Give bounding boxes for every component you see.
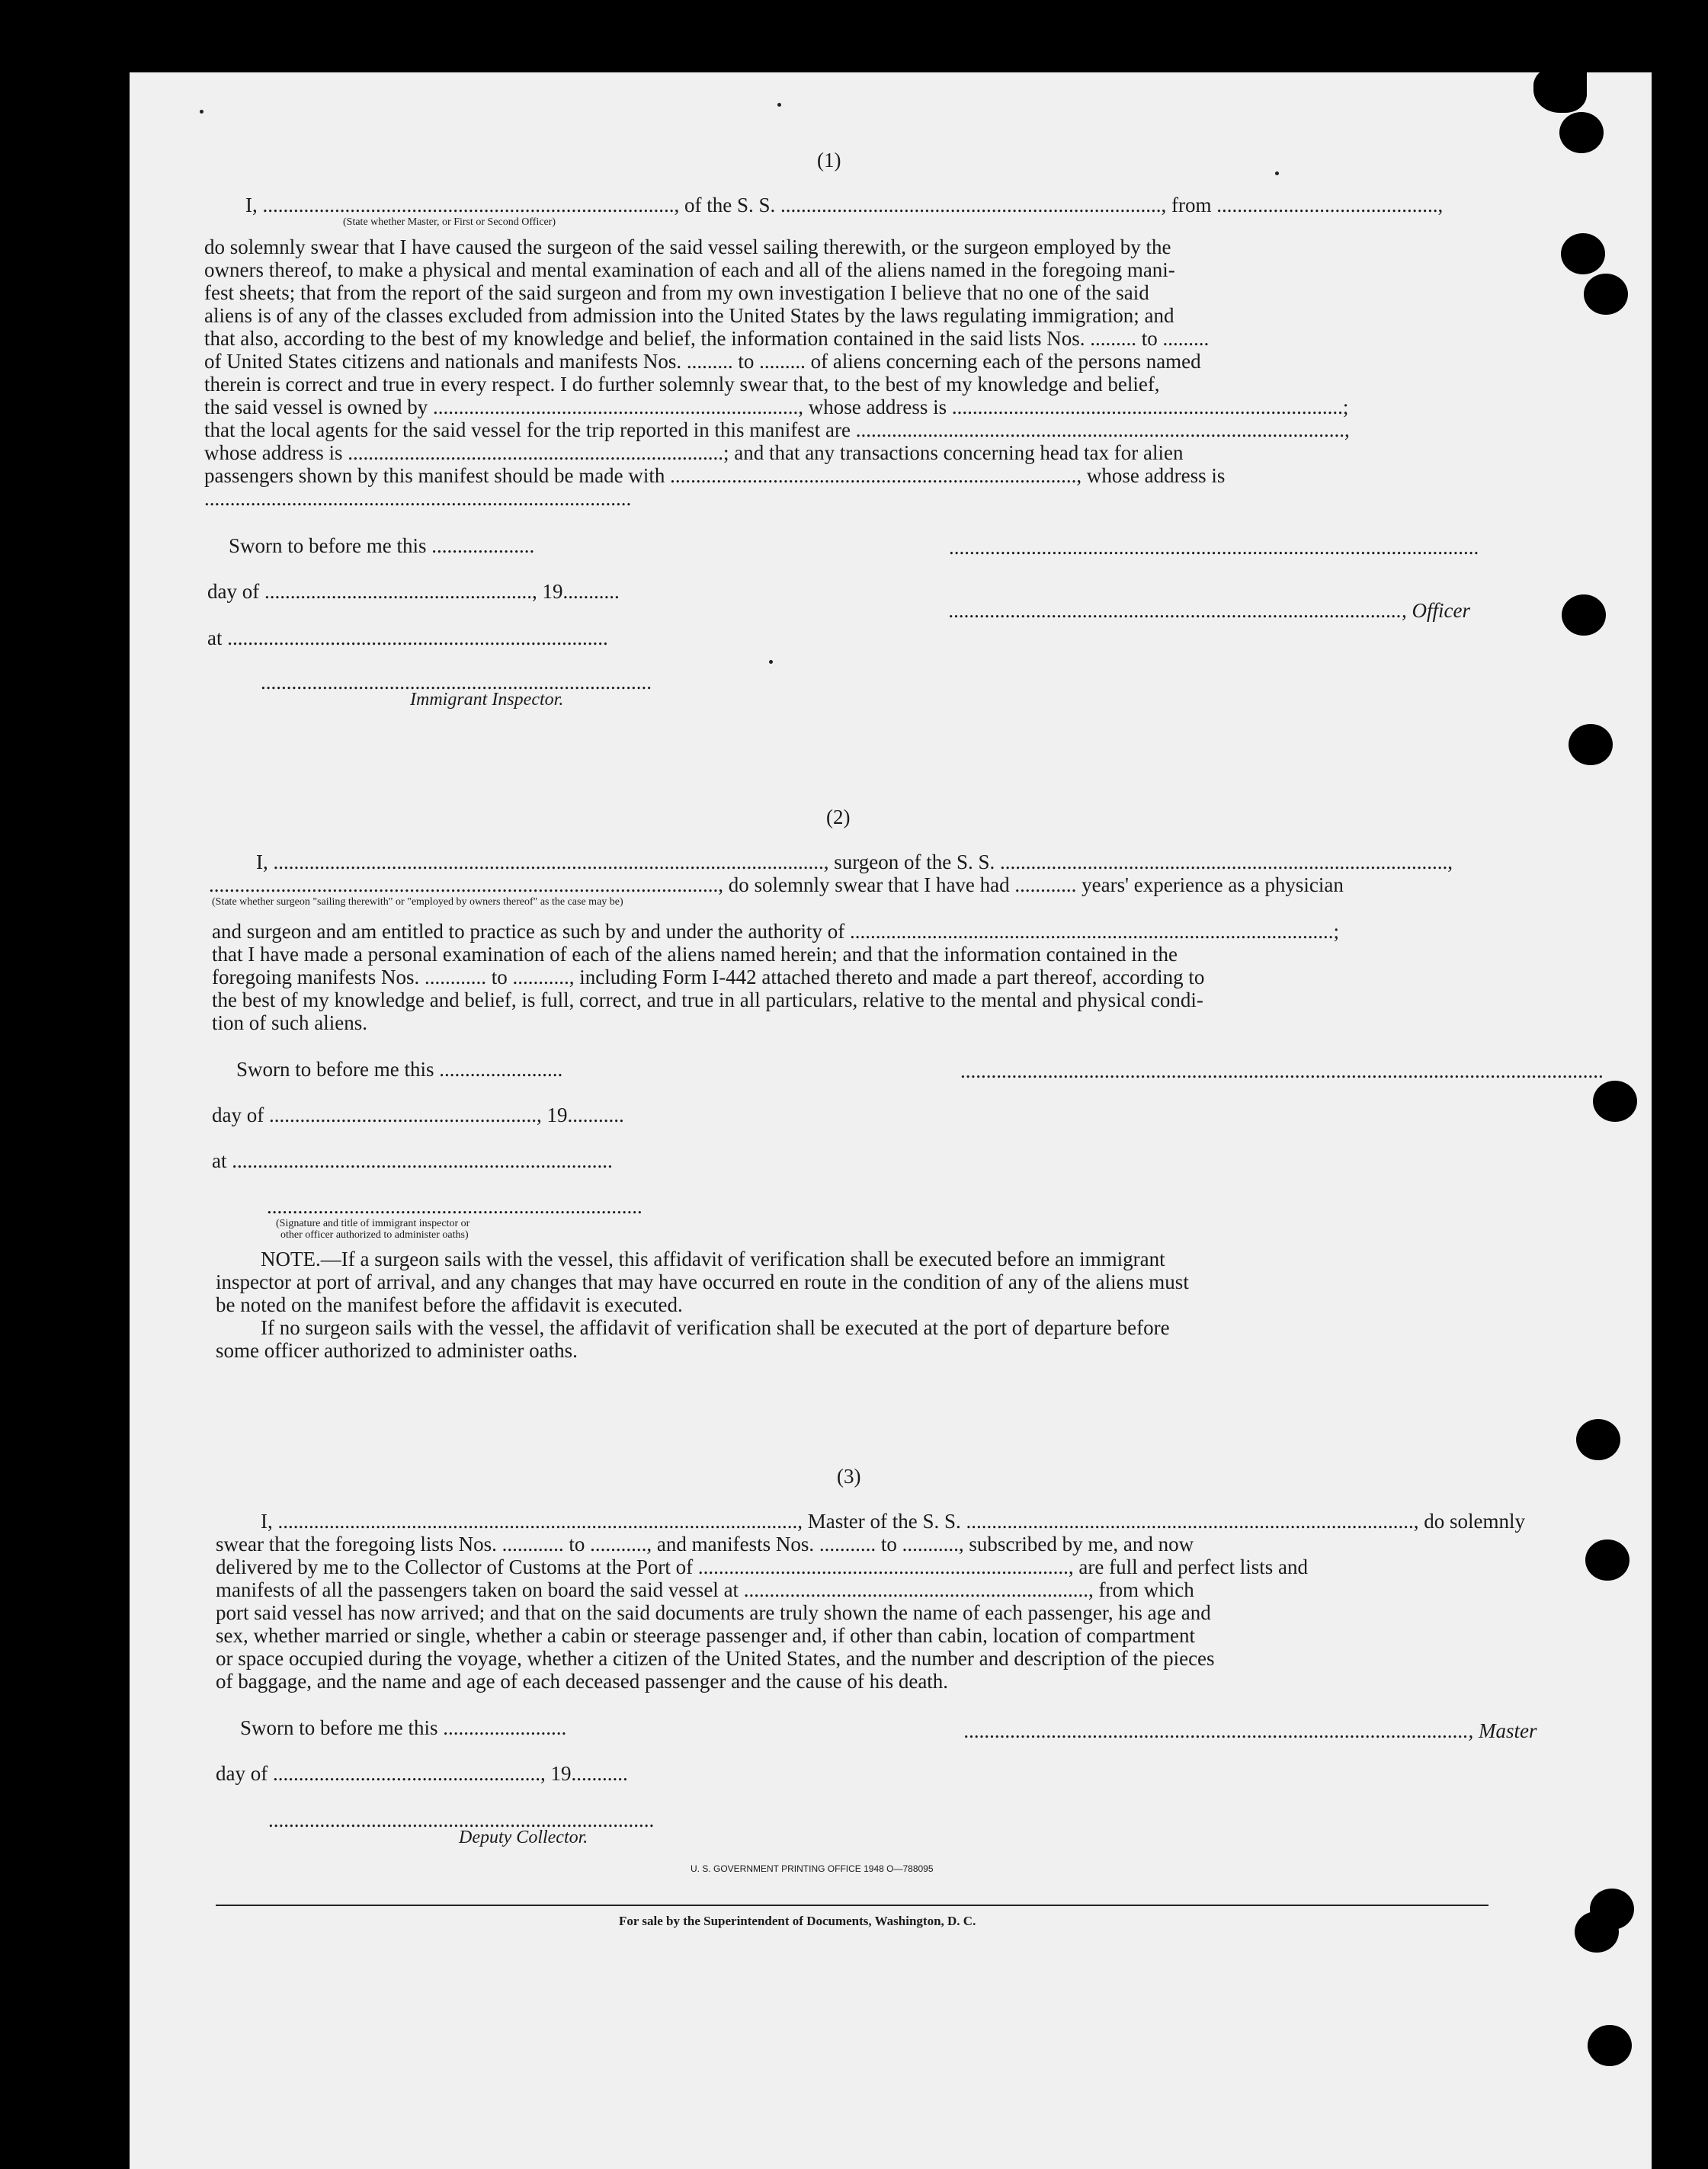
- s2-line-2: ..................................................................................................., do solemnly swear that I have had ............ years' experience as a physician: [209, 873, 1344, 896]
- s2-line-7: tion of such aliens.: [212, 1011, 367, 1034]
- s3-signature-line: ...........................................................................: [268, 1809, 655, 1831]
- section-2-number: (2): [826, 806, 851, 828]
- s2-note-1: NOTE.—If a surgeon sails with the vessel, this affidavit of verification shall be executed before an immigrant: [261, 1248, 1165, 1270]
- s3-line-7: or space occupied during the voyage, whether a citizen of the United States, and the number and description of the pieces: [216, 1647, 1215, 1670]
- speck: [769, 660, 773, 664]
- footer-rule: [216, 1905, 1488, 1906]
- s1-line-1: I, ................................................................................, of the S. S. .........................................................................., from ...........................................,: [245, 194, 1444, 216]
- s2-day: day of ...................................................., 19...........: [212, 1104, 624, 1126]
- punch-hole: [1575, 1911, 1619, 1953]
- s1-line-4: fest sheets; that from the report of the said surgeon and from my own investigation I believe that no one of the said: [204, 281, 1149, 304]
- punch-hole: [1561, 233, 1605, 274]
- punch-hole: [1569, 724, 1613, 765]
- s2-line-1: I, ..........................................................................................................., surgeon of the S. S. .......................................................................................,: [256, 851, 1453, 873]
- s2-line-4: that I have made a personal examination of each of the aliens named herein; and that the information contained in the: [212, 943, 1178, 966]
- s3-line-1: I, ....................................................................................................., Master of the S. S. ......................................................................................., do solemnly: [261, 1510, 1525, 1533]
- s2-at: at ..........................................................................: [212, 1149, 613, 1172]
- s2-line-2-caption: (State whether surgeon "sailing therewith" or "employed by owners thereof" as the case may be): [212, 896, 623, 908]
- s3-deputy-label: Deputy Collector.: [459, 1828, 588, 1847]
- punch-hole: [1559, 112, 1604, 153]
- torn-corner: [1533, 67, 1587, 113]
- s1-line-2: do solemnly swear that I have caused the surgeon of the said vessel sailing therewith, or the surgeon employed by the: [204, 235, 1171, 258]
- s3-master-line: .................................................................................................., Master: [964, 1719, 1537, 1742]
- s1-line-11: whose address is .........................................................................; and that any transactions concerning head tax for alien: [204, 441, 1184, 464]
- s3-line-8: of baggage, and the name and age of each deceased passenger and the cause of his death.: [216, 1670, 949, 1693]
- sale-notice: For sale by the Superintendent of Documents, Washington, D. C.: [619, 1914, 976, 1928]
- speck: [200, 110, 203, 114]
- speck: [777, 103, 781, 107]
- s1-line-7: of United States citizens and nationals and manifests Nos. ......... to ......... of aliens concerning each of the persons named: [204, 350, 1201, 373]
- s3-line-3: delivered by me to the Collector of Customs at the Port of ........................................................................, are full and perfect lists and: [216, 1555, 1309, 1578]
- s1-line-8: therein is correct and true in every respect. I do further solemnly swear that, to the best of my knowledge and belief,: [204, 373, 1160, 396]
- s1-line-5: aliens is of any of the classes excluded from admission into the United States by the laws regulating immigration; and: [204, 304, 1174, 327]
- s1-line-3: owners thereof, to make a physical and mental examination of each and all of the aliens named in the foregoing mani-: [204, 258, 1175, 281]
- s1-sworn: Sworn to before me this ....................: [229, 534, 535, 557]
- s2-line-6: the best of my knowledge and belief, is full, correct, and true in all particulars, relative to the mental and physical condi-: [212, 988, 1203, 1011]
- punch-hole: [1584, 274, 1628, 315]
- s1-line-6: that also, according to the best of my knowledge and belief, the information contained in the said lists Nos. ......... to .........: [204, 327, 1210, 350]
- s1-day: day of ...................................................., 19...........: [207, 580, 620, 603]
- s2-signature-caption-2: other officer authorized to administer oaths): [280, 1229, 469, 1241]
- punch-hole: [1562, 594, 1606, 636]
- s2-note-3: be noted on the manifest before the affidavit is executed.: [216, 1293, 683, 1316]
- s3-day: day of ...................................................., 19...........: [216, 1762, 628, 1785]
- speck: [1275, 171, 1279, 175]
- s3-line-5: port said vessel has now arrived; and that on the said documents are truly shown the name of each passenger, his age and: [216, 1601, 1211, 1624]
- s1-officer-line: ........................................................................................, Officer: [949, 599, 1470, 622]
- s3-sworn: Sworn to before me this ........................: [240, 1716, 567, 1739]
- s2-note-2: inspector at port of arrival, and any changes that may have occurred en route in the condition of any of the aliens must: [216, 1270, 1189, 1293]
- gpo-imprint: U. S. GOVERNMENT PRINTING OFFICE 1948 O—788095: [691, 1863, 934, 1874]
- punch-hole: [1593, 1081, 1637, 1122]
- s2-right-signature: .............................................................................................................................: [960, 1059, 1604, 1082]
- s3-line-6: sex, whether married or single, whether a cabin or steerage passenger and, if other than cabin, location of compartment: [216, 1624, 1196, 1647]
- s2-sworn: Sworn to before me this ........................: [236, 1058, 563, 1081]
- s3-line-4: manifests of all the passengers taken on board the said vessel at ..................................................................., from which: [216, 1578, 1194, 1601]
- s2-note-5: some officer authorized to administer oaths.: [216, 1339, 578, 1362]
- s1-line-9: the said vessel is owned by ......................................................................., whose address is ............................................................................;: [204, 396, 1349, 418]
- punch-hole: [1576, 1419, 1620, 1460]
- s3-line-2: swear that the foregoing lists Nos. ............ to ..........., and manifests Nos. ........... to ..........., subscribed by me, and now: [216, 1533, 1194, 1555]
- s1-signature-line: ............................................................................: [261, 671, 652, 694]
- s2-signature-line: .........................................................................: [267, 1195, 643, 1218]
- section-1-number: (1): [817, 149, 841, 171]
- s1-right-line: .......................................................................................................: [949, 536, 1479, 559]
- s1-at: at ..........................................................................: [207, 626, 608, 649]
- punch-hole: [1585, 1539, 1629, 1581]
- s1-line-13: ...................................................................................: [204, 487, 632, 510]
- s1-line-10: that the local agents for the said vessel for the trip reported in this manifest are ...............................................................................................,: [204, 418, 1350, 441]
- s2-note-4: If no surgeon sails with the vessel, the affidavit of verification shall be executed at the port of departure before: [261, 1316, 1170, 1339]
- s2-line-3: and surgeon and am entitled to practice as such by and under the authority of ..............................................................................................;: [212, 920, 1340, 943]
- s2-line-5: foregoing manifests Nos. ............ to ..........., including Form I-442 attached thereto and made a part thereof, according to: [212, 966, 1205, 988]
- s2-signature-caption-1: (Signature and title of immigrant inspector or: [276, 1218, 470, 1229]
- s1-inspector-label: Immigrant Inspector.: [410, 690, 564, 710]
- punch-hole: [1588, 2025, 1632, 2066]
- section-3-number: (3): [837, 1465, 861, 1488]
- s1-line-12: passengers shown by this manifest should be made with ..............................................................................., whose address is: [204, 464, 1226, 487]
- s1-line-1-caption: (State whether Master, or First or Second Officer): [343, 216, 556, 228]
